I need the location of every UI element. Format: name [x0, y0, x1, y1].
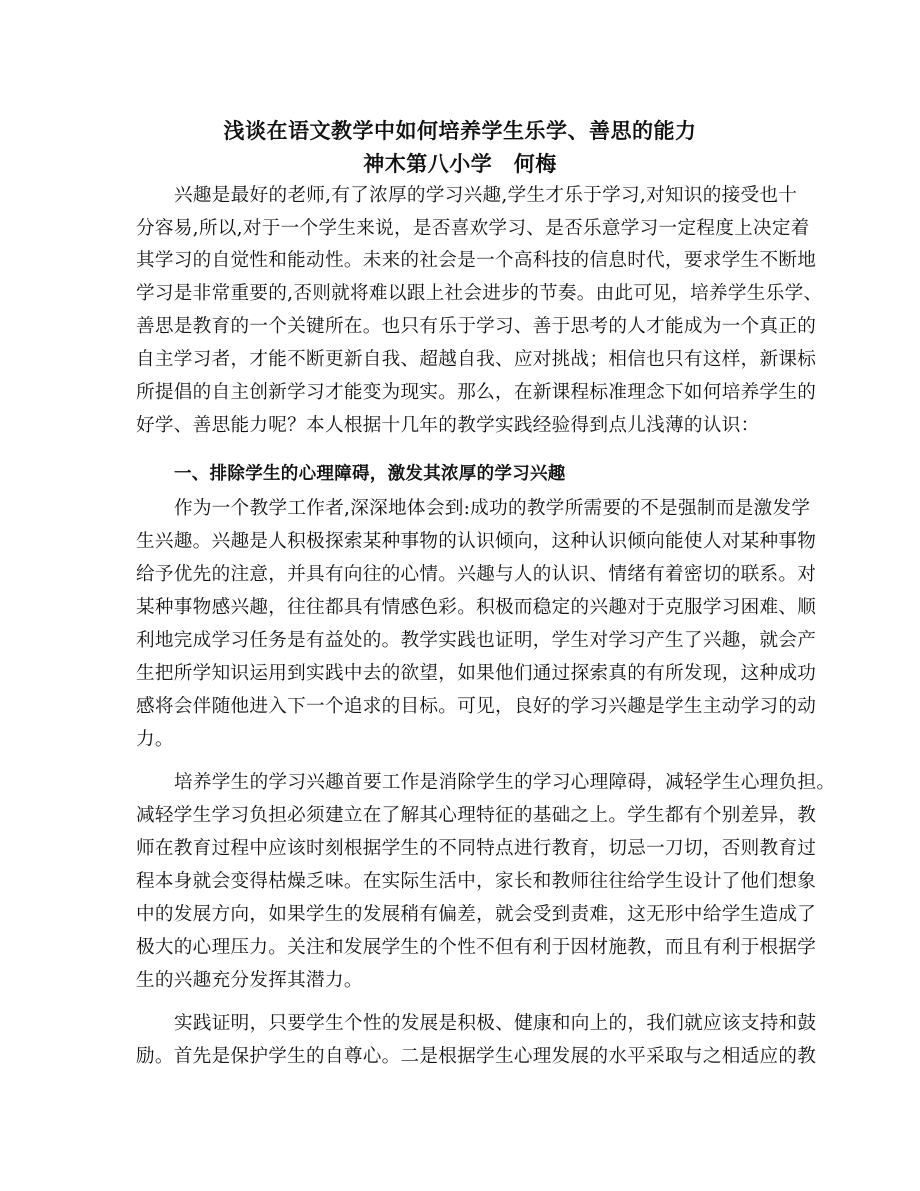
body-line: 力。 [136, 729, 174, 750]
document-title: 浅谈在语文教学中如何培养学生乐学、善思的能力 [223, 119, 697, 143]
body-line: 实践证明，只要学生个性的发展是积极、健康和向上的，我们就应该支持和鼓 [174, 1013, 817, 1034]
body-line: 程本身就会变得枯燥乏味。在实际生活中，家长和教师往往给学生设计了他们想象 [136, 871, 817, 892]
body-line: 培养学生的学习兴趣首要工作是消除学生的学习心理障碍，减轻学生心理负担。 [174, 772, 836, 793]
body-line: 善思是教育的一个关键所在。也只有乐于学习、善于思考的人才能成为一个真正的 [136, 316, 817, 337]
body-line: 给予优先的注意，并具有向往的心情。兴趣与人的认识、情绪有着密切的联系。对 [136, 564, 817, 585]
body-line: 兴趣是最好的老师,有了浓厚的学习兴趣,学生才乐于学习,对知识的接受也十 [174, 185, 798, 206]
body-line: 感将会伴随他进入下一个追求的目标。可见，良好的学习兴趣是学生主动学习的动 [136, 696, 817, 717]
body-line: 极大的心理压力。关注和发展学生的个性不但有利于因材施教，而且有利于根据学 [136, 937, 817, 958]
body-line: 减轻学生学习负担必须建立在了解其心理特征的基础之上。学生都有个别差异，教 [136, 805, 817, 826]
section-heading: 一、排除学生的心理障碍，激发其浓厚的学习兴趣 [174, 464, 566, 484]
body-line: 生兴趣。兴趣是人积极探索某种事物的认识倾向，这种认识倾向能使人对某种事物 [136, 531, 817, 552]
body-line: 师在教育过程中应该时刻根据学生的不同特点进行教育，切忌一刀切，否则教育过 [136, 838, 817, 859]
body-line: 学习是非常重要的,否则就将难以跟上社会进步的节奏。由此可见，培养学生乐学、 [136, 283, 823, 304]
body-line: 励。首先是保护学生的自尊心。二是根据学生心理发展的水平采取与之相适应的教 [136, 1046, 817, 1067]
author-line: 神木第八小学 何梅 [363, 152, 557, 176]
body-line: 自主学习者，才能不断更新自我、超越自我、应对挑战；相信也只有这样，新课标 [136, 349, 817, 370]
body-line: 中的发展方向，如果学生的发展稍有偏差，就会受到责难，这无形中给学生造成了 [136, 904, 817, 925]
body-line: 好学、善思能力呢？本人根据十几年的教学实践经验得到点儿浅薄的认识： [136, 415, 760, 436]
body-line: 生把所学知识运用到实践中去的欲望，如果他们通过探索真的有所发现，这种成功 [136, 663, 817, 684]
body-line: 某种事物感兴趣，往往都具有情感色彩。积极而稳定的兴趣对于克服学习困难、顺 [136, 597, 817, 618]
body-line: 利地完成学习任务是有益处的。教学实践也证明，学生对学习产生了兴趣，就会产 [136, 630, 817, 651]
body-line: 作为一个教学工作者,深深地体会到:成功的教学所需要的不是强制而是激发学 [174, 498, 811, 519]
body-line: 其学习的自觉性和能动性。未来的社会是一个高科技的信息时代，要求学生不断地 [136, 250, 817, 271]
body-line: 分容易,所以,对于一个学生来说，是否喜欢学习、是否乐意学习一定程度上决定着 [136, 218, 810, 239]
body-line: 生的兴趣充分发挥其潜力。 [136, 970, 363, 991]
body-line: 所提倡的自主创新学习才能变为现实。那么，在新课程标准理念下如何培养学生的 [136, 382, 817, 403]
